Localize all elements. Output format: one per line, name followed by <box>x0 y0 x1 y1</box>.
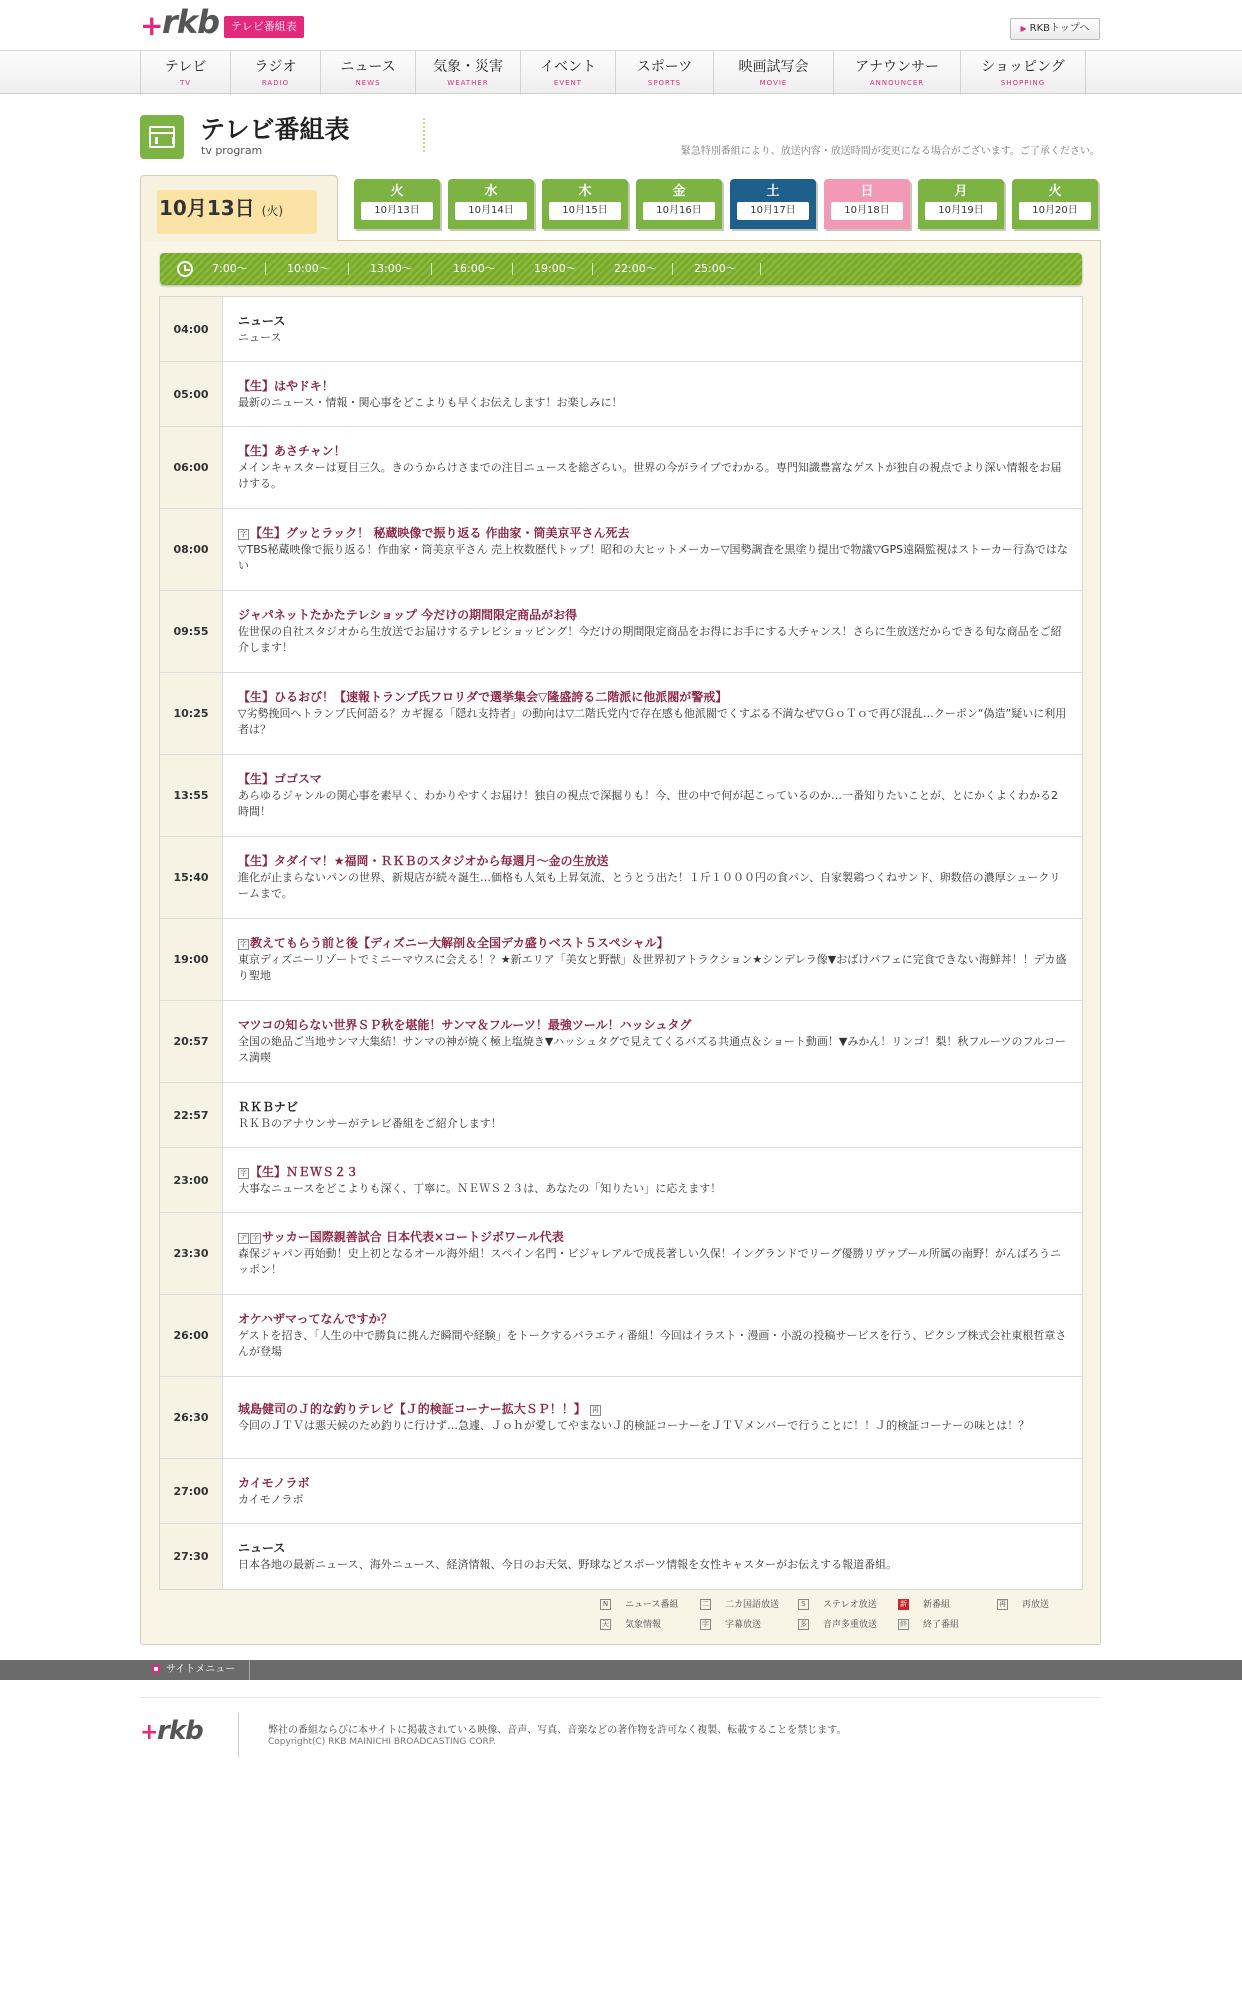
program-row <box>160 837 1082 919</box>
time-link[interactable]: 22:00～ <box>614 262 657 275</box>
day-tab-weekday: 日 <box>860 184 874 199</box>
day-tab[interactable] <box>542 179 628 229</box>
nav-label: 映画試写会 <box>738 59 809 75</box>
day-tab-weekday: 火 <box>1048 184 1062 199</box>
data-broadcast-mark-icon: デ <box>240 1234 247 1242</box>
legend-subtitle <box>700 1617 761 1630</box>
nav-sublabel: RADIO <box>261 79 290 87</box>
new-program-mark-icon: 新 <box>900 1600 907 1608</box>
program-time: 06:00 <box>160 427 223 508</box>
multiplex-mark-icon: 多 <box>800 1620 807 1628</box>
tv-program-badge: テレビ番組表 <box>224 16 304 38</box>
program-title[interactable]: ＲＫＢナビ <box>238 1099 299 1114</box>
logo-text: rkb <box>162 3 219 41</box>
time-link[interactable]: 10:00～ <box>287 262 330 275</box>
program-time: 23:00 <box>160 1148 223 1212</box>
program-time: 05:00 <box>160 362 223 426</box>
day-tab-weekday: 金 <box>672 184 686 199</box>
program-title[interactable]: 【生】ＮＥＷＳ２３ <box>250 1164 359 1179</box>
schedule-change-notice: 緊急特別番組により、放送内容・放送時間が変更になる場合がございます。ご了承ください。 <box>680 146 1100 157</box>
program-row <box>160 755 1082 837</box>
legend-stereo <box>798 1597 877 1610</box>
current-date <box>159 192 283 221</box>
program-title-line <box>238 935 1068 952</box>
nav-item-tv[interactable] <box>140 51 230 95</box>
program-description: ゲストを招き、「人生の中で勝負に挑んだ瞬間や経験」をトークするバラエティ番組！今回はイラスト・漫画・小説の投稿サービスを行う、ピクシブ株式会社東根哲章さんが登場 <box>238 1329 1067 1358</box>
program-title[interactable]: 【生】グッとラック！ 秘蔵映像で振り返る 作曲家・筒美京平さん死去 <box>250 526 630 540</box>
program-description: 最新のニュース・情報・関心事をどこよりも早くお伝えします！お楽しみに！ <box>238 395 623 409</box>
legend-label: ニュース番組 <box>625 1600 679 1610</box>
logo-plus-icon: + <box>140 9 164 42</box>
program-row <box>160 1295 1082 1377</box>
legend-ending <box>898 1617 959 1630</box>
nav-sublabel: NEWS <box>355 79 381 87</box>
stereo-mark-icon: S <box>798 1599 809 1610</box>
program-title[interactable]: サッカー国際親善試合 日本代表×コートジボワール代表 <box>262 1230 564 1244</box>
time-link[interactable]: 7:00～ <box>212 262 248 275</box>
program-time: 19:00 <box>160 919 223 1000</box>
copyright-text: Copyright(C) RKB MAINICHI BROADCASTING CORP. <box>268 1737 496 1747</box>
weather-mark-icon: 天 <box>602 1620 609 1628</box>
program-row <box>160 1001 1082 1083</box>
program-row <box>160 1459 1082 1524</box>
nav-sublabel: ANNOUNCER <box>869 79 925 87</box>
day-tab-date: 10月18日 <box>831 202 903 220</box>
program-row <box>160 919 1082 1001</box>
program-row <box>160 1213 1082 1295</box>
program-time: 10:25 <box>160 673 223 754</box>
program-title[interactable]: オケハザマってなんですか？ <box>238 1312 393 1326</box>
time-link[interactable]: 13:00～ <box>370 262 413 275</box>
program-title[interactable]: 城島健司のＪ的な釣りテレビ【Ｊ的検証コーナー拡大ＳＰ！！】 <box>238 1402 586 1416</box>
time-link[interactable]: 25:00～ <box>694 262 737 275</box>
program-title[interactable]: 教えてもらう前と後【ディズニー大解剖＆全国デカ盛りベスト５スペシャル】 <box>250 936 669 950</box>
nav-label: スポーツ <box>636 59 693 75</box>
nav-label: ラジオ <box>254 59 297 75</box>
nav-item-news[interactable] <box>320 51 415 95</box>
program-row <box>160 427 1082 509</box>
day-tab-date: 10月15日 <box>549 202 621 220</box>
day-tab-date: 10月16日 <box>643 202 715 220</box>
calendar-icon <box>140 115 184 159</box>
nav-label: イベント <box>540 59 596 75</box>
program-time: 26:00 <box>160 1295 223 1376</box>
program-description: 全国の絶品ご当地サンマ大集結！サンマの神が焼く極上塩焼き▼ハッシュタグで見えてくるバズる共通点＆ショート動画！▼みかん！リンゴ！梨！秋フルーツのフルコース満喫 <box>238 1035 1067 1064</box>
triangle-right-icon: ▶ <box>1020 24 1027 33</box>
global-nav <box>0 50 1242 94</box>
program-description: ＲＫＢのアナウンサーがテレビ番組をご紹介します！ <box>238 1116 502 1130</box>
program-row <box>160 591 1082 673</box>
program-row <box>160 1524 1082 1589</box>
subtitle-mark-icon: 字 <box>240 530 247 538</box>
program-description: ニュース <box>238 330 282 344</box>
square-icon <box>152 1665 160 1673</box>
day-tab-date: 10月13日 <box>361 202 433 220</box>
program-time: 13:55 <box>160 755 223 836</box>
time-jump-bar <box>160 253 1082 285</box>
time-link[interactable]: 16:00～ <box>453 262 496 275</box>
day-tab[interactable] <box>918 179 1004 229</box>
program-time: 27:00 <box>160 1459 223 1523</box>
site-header <box>0 0 1242 50</box>
legend-label: 終了番組 <box>923 1620 960 1630</box>
program-row <box>160 1083 1082 1148</box>
copyright-notice: 弊社の番組ならびに本サイトに掲載されている映像、音声、写真、音楽などの著作物を許可なく複製、転載することを禁じます。 <box>268 1725 847 1736</box>
program-time: 26:30 <box>160 1377 223 1458</box>
legend-label: 字幕放送 <box>725 1620 762 1630</box>
program-row <box>160 673 1082 755</box>
nav-sublabel: WEATHER <box>447 79 489 87</box>
program-title-line <box>238 1229 1068 1246</box>
program-time: 22:57 <box>160 1083 223 1147</box>
ending-mark-icon: 終 <box>900 1620 907 1628</box>
program-time: 04:00 <box>160 297 223 361</box>
day-tab[interactable] <box>354 179 440 229</box>
program-table <box>159 296 1083 1590</box>
program-title[interactable]: 【生】はやドキ！ <box>238 378 334 393</box>
subtitle-mark-icon: 字 <box>702 1620 709 1628</box>
site-menu-bar <box>0 1660 1242 1680</box>
tab-baseline <box>338 240 1101 241</box>
legend-multiplex <box>798 1617 877 1630</box>
program-description: 大事なニュースをどこよりも深く、丁寧に。ＮＥＷＳ２３は、あなたの「知りたい」に応えます！ <box>238 1181 722 1195</box>
program-row <box>160 509 1082 591</box>
day-tab-weekday: 火 <box>390 184 404 199</box>
legend-label: 再放送 <box>1022 1600 1050 1610</box>
page-title: テレビ番組表 <box>200 115 350 144</box>
day-tab-weekday: 土 <box>766 184 780 199</box>
nav-item-radio[interactable] <box>230 51 320 95</box>
program-title[interactable]: カイモノラボ <box>238 1475 310 1490</box>
legend-label: 二カ国語放送 <box>725 1600 780 1610</box>
program-title-line <box>238 525 1068 542</box>
program-time: 08:00 <box>160 509 223 590</box>
rkb-logo[interactable] <box>140 3 220 42</box>
day-tab-date: 10月19日 <box>925 202 997 220</box>
legend-news <box>600 1597 679 1610</box>
news-mark-icon: N <box>600 1599 611 1610</box>
current-date-value: 10月13日 <box>159 196 255 220</box>
program-title[interactable]: ニュース <box>238 313 286 328</box>
nav-label: テレビ <box>164 59 207 75</box>
program-row <box>160 1377 1082 1459</box>
nav-sublabel: SPORTS <box>647 79 682 87</box>
rerun-mark-icon: 再 <box>591 1406 599 1414</box>
title-divider <box>423 118 425 152</box>
program-description: 佐世保の自社スタジオから生放送でお届けするテレビショッピング！今だけの期間限定商品をお得にお手にする大チャンス！さらに生放送だからできる旬な商品をご紹介します！ <box>238 625 1062 654</box>
clock-icon <box>177 261 193 277</box>
program-row <box>160 362 1082 427</box>
subtitle-mark-icon: 字 <box>240 1168 247 1177</box>
current-date-tab <box>140 175 338 241</box>
day-tab[interactable] <box>1012 179 1098 229</box>
day-tab-weekday: 水 <box>484 184 498 199</box>
logo-plus-icon: + <box>140 1720 159 1745</box>
day-tab-date: 10月20日 <box>1019 202 1091 220</box>
program-description: 東京ディズニーリゾートでミニーマウスに会える！？★新エリア「美女と野獣」＆世界初アトラクション★シンデレラ像▼おばけパフェに完食できない海鮮丼！！デカ盛り聖地 <box>238 953 1067 982</box>
day-tab[interactable] <box>448 179 534 229</box>
nav-label: アナウンサー <box>855 59 939 75</box>
program-description: 森保ジャパン再始動！史上初となるオール海外組！スペイン名門・ビジャレアルで成長著しい久保！イングランドでリーグ優勝リヴァプール所属の南野！がんばろうニッポン！ <box>238 1247 1062 1276</box>
day-tab-date: 10月17日 <box>737 202 809 220</box>
nav-label: ショッピング <box>981 59 1065 75</box>
program-title[interactable]: ニュース <box>238 1541 286 1555</box>
site-menu-button[interactable] <box>140 1660 250 1680</box>
footer-rkb-logo[interactable] <box>140 1718 210 1748</box>
day-tab-date: 10月14日 <box>455 202 527 220</box>
program-description: 進化が止まらないパンの世界、新規店が続々誕生…価格も人気も上昇気流、とうとう出た！１斤１０００円の食パン、自家製鶏つくねサンド、卵数倍の濃厚シュークリームまで。 <box>238 871 1061 900</box>
schedule-panel <box>140 175 1101 1645</box>
nav-sublabel: MOVIE <box>759 79 788 87</box>
legend-new-program <box>898 1597 950 1610</box>
program-description: 日本各地の最新ニュース、海外ニュース、経済情報、今日のお天気、野球などスポーツ情報を女性キャスターがお伝えする報道番組。 <box>238 1558 898 1571</box>
subtitle-mark-icon: 字 <box>240 940 247 948</box>
nav-sublabel: SHOPPING <box>1000 79 1046 87</box>
legend-label: 新番組 <box>923 1600 951 1610</box>
nav-item-event[interactable] <box>520 51 615 95</box>
day-tab-weekday: 月 <box>954 184 968 199</box>
day-tab-selected[interactable] <box>730 179 816 229</box>
program-description: あらゆるジャンルの関心事を素早く、わかりやすくお届け！独自の視点で深掘りも！今、世の中で何が起こっているのか…一番知りたいことが、とにかくよくわかる2時間！ <box>238 789 1059 818</box>
program-description: ▽TBS秘蔵映像で振り返る！作曲家・筒美京平さん 売上枚数歴代トップ！昭和の大ヒットメーカー▽国勢調査を黒塗り提出で物議▽GPS遠隔監視はストーカー行為ではない <box>238 543 1068 572</box>
rkb-top-link-label: RKBトップへ <box>1029 23 1090 34</box>
program-description: ▽劣勢挽回へトランプ氏何語る？カギ握る「隠れ支持者」の動向は▽二階氏党内で存在感も他派閥でくすぶる不満なぜ▽ＧｏＴｏで再び混乱…クーポン“偽造”疑いに利用者は？ <box>238 707 1067 736</box>
day-tab[interactable] <box>636 179 722 229</box>
day-tab-sunday[interactable] <box>824 179 910 229</box>
program-row <box>160 297 1082 362</box>
page-subtitle: tv program <box>201 144 263 157</box>
program-title[interactable]: 【生】ひるおび！【速報トランプ氏フロリダで選挙集会▽隆盛誇る二階派に他派閥が警戒】 <box>238 690 728 704</box>
bilingual-mark-icon: 二 <box>702 1600 709 1608</box>
program-description: メインキャスターは夏目三久。きのうからけさまでの注目ニュースを総ざらい。世界の今がライブでわかる。専門知識豊富なゲストが独自の視点でより深い情報をお届けする。 <box>238 461 1062 490</box>
program-title[interactable]: マツコの知らない世界ＳＰ秋を堪能！サンマ＆フルーツ！最強ツール！ハッシュタグ <box>238 1018 692 1032</box>
nav-item-weather[interactable] <box>415 51 520 95</box>
legend-label: 気象情報 <box>625 1620 662 1630</box>
nav-label: ニュース <box>340 59 396 75</box>
legend-label: ステレオ放送 <box>823 1600 877 1610</box>
legend-label: 音声多重放送 <box>823 1620 878 1630</box>
program-title[interactable]: 【生】あさチャン！ <box>238 444 346 458</box>
program-description: カイモノラボ <box>238 1492 304 1506</box>
nav-item-movie[interactable] <box>713 51 833 95</box>
program-description: 今回のＪＴＶは悪天候のため釣りに行けず…急遽、Ｊｏｈが愛してやまないＪ的検証コーナーをＪＴＶメンバーで行うことに！！Ｊ的検証コーナーの味とは！？ <box>238 1419 1030 1432</box>
program-time: 09:55 <box>160 591 223 672</box>
logo-text: rkb <box>157 1716 203 1746</box>
nav-item-shopping[interactable] <box>960 51 1086 95</box>
program-time: 15:40 <box>160 837 223 918</box>
program-time: 20:57 <box>160 1001 223 1082</box>
program-title[interactable]: 【生】タダイマ！★福岡・ＲＫＢのスタジオから毎週月～金の生放送 <box>238 854 609 868</box>
program-title[interactable]: 【生】ゴゴスマ <box>238 772 322 786</box>
rkb-top-link[interactable] <box>1010 18 1100 40</box>
program-row <box>160 1148 1082 1213</box>
site-menu-label: サイトメニュー <box>166 1664 236 1675</box>
program-title[interactable]: ジャパネットたかたテレショップ 今だけの期間限定商品がお得 <box>238 608 578 622</box>
footer-separator <box>238 1713 239 1757</box>
rerun-mark-icon: 再 <box>999 1600 1006 1608</box>
time-link[interactable]: 19:00～ <box>534 262 577 275</box>
program-time: 23:30 <box>160 1213 223 1294</box>
day-tab-weekday: 木 <box>578 184 592 199</box>
nav-item-announcer[interactable] <box>833 51 960 95</box>
nav-item-sports[interactable] <box>615 51 713 95</box>
legend-weather <box>600 1617 661 1630</box>
nav-sublabel: TV <box>179 79 192 87</box>
program-title-line <box>238 1164 1068 1181</box>
footer-divider <box>140 1697 1101 1698</box>
subtitle-mark-icon: 字 <box>252 1234 259 1242</box>
nav-sublabel: EVENT <box>553 79 583 87</box>
current-weekday: (火) <box>261 204 284 218</box>
nav-label: 気象・災害 <box>433 59 503 75</box>
program-title-line <box>238 1401 1068 1418</box>
legend-rerun <box>997 1597 1049 1610</box>
program-time: 27:30 <box>160 1524 223 1589</box>
legend-bilingual <box>700 1597 779 1610</box>
